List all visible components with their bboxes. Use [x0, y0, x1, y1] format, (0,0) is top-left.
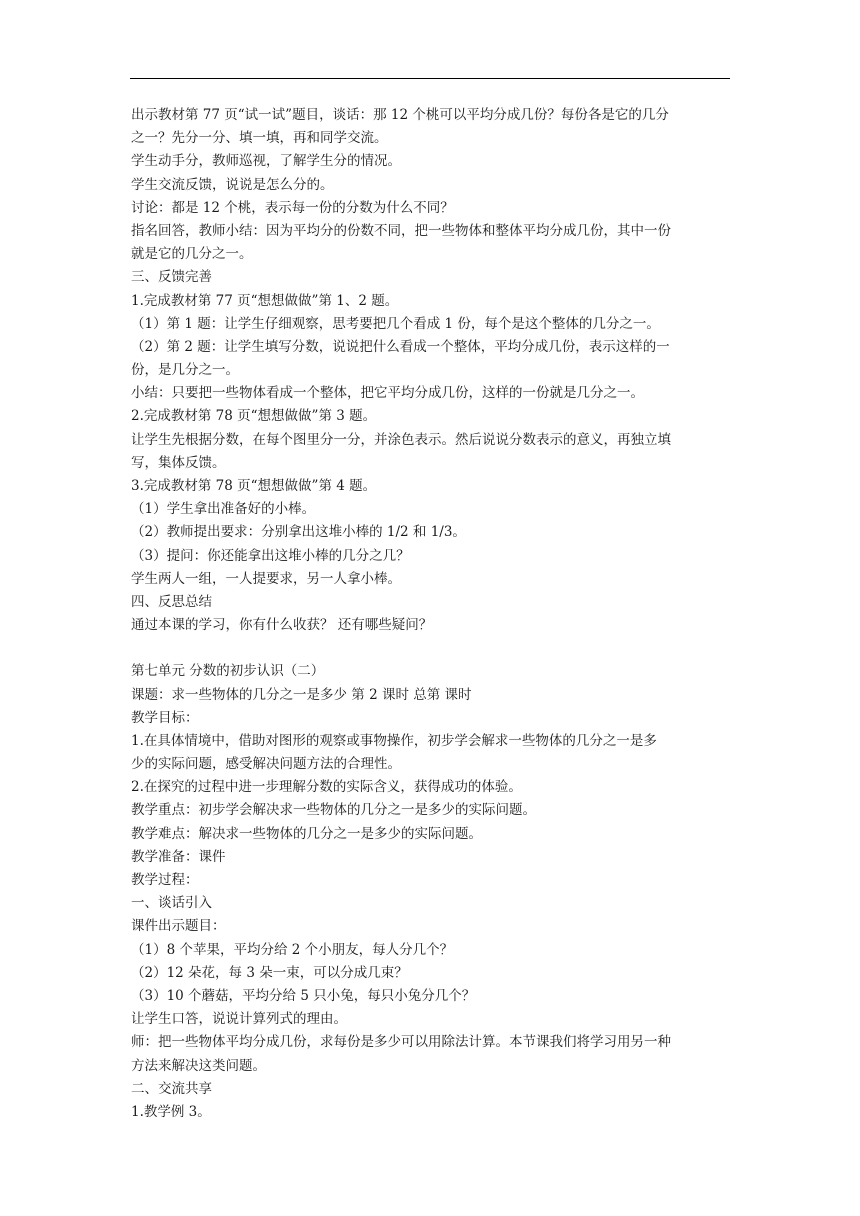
text-line: （3）提问：你还能拿出这堆小棒的几分之几？ [131, 547, 410, 564]
text-line: 2.在探究的过程中进一步理解分数的实际含义，获得成功的体验。 [131, 779, 522, 796]
text-line: （1）学生拿出准备好的小棒。 [131, 501, 316, 518]
text-line: 师：把一些物体平均分成几份，求每份是多少可以用除法计算。本节课我们将学习用另一种 [131, 1034, 671, 1051]
text-line: 之一？先分一分、填一填，再和同学交流。 [131, 130, 388, 147]
text-line: 让学生口答，说说计算列式的理由。 [131, 1011, 347, 1028]
text-line: 少的实际问题，感受解决问题方法的合理性。 [131, 756, 401, 773]
text-line: 2.完成教材第 78 页“想想做做”第 3 题。 [131, 408, 377, 425]
text-line: 指名回答，教师小结：因为平均分的份数不同，把一些物体和整体平均分成几份，其中一份 [131, 222, 671, 239]
section-heading: 教学目标： [131, 709, 199, 726]
lesson-title: 课题：求一些物体的几分之一是多少 第 2 课时 总第 课时 [131, 686, 472, 703]
text-line: 教学准备：课件 [131, 848, 226, 865]
unit-title: 第七单元 分数的初步认识（二） [131, 663, 325, 680]
section-heading: 四、反思总结 [131, 593, 212, 610]
text-line: （1）第 1 题：让学生仔细观察，思考要把几个看成 1 份，每个是这个整体的几分之一。 [131, 315, 660, 332]
section-heading: 教学过程： [131, 872, 199, 888]
text-line: （2）教师提出要求：分别拿出这堆小棒的 1/2 和 1/3。 [131, 524, 466, 541]
text-line: 出示教材第 77 页“试一试”题目，谈话：那 12 个桃可以平均分成几份？每份各是它的几分 [131, 107, 669, 123]
paragraph-gap [131, 637, 731, 660]
text-line: （2）12 朵花，每 3 朵一束，可以分成几束？ [131, 964, 408, 981]
text-line: 教学难点：解决求一些物体的几分之一是多少的实际问题。 [131, 825, 482, 842]
text-line: 3.完成教材第 78 页“想想做做”第 4 题。 [131, 478, 377, 494]
text-line: 1.在具体情境中，借助对图形的观察或事物操作，初步学会解求一些物体的几分之一是多 [131, 732, 657, 749]
section-heading: 一、谈话引入 [131, 895, 212, 912]
text-line: 写，集体反馈。 [131, 454, 226, 471]
text-line: 份，是几分之一。 [131, 362, 239, 379]
section-heading: 二、交流共享 [131, 1080, 212, 1097]
text-line: 就是它的几分之一。 [131, 246, 253, 263]
text-line: 1.完成教材第 77 页“想想做做”第 1、2 题。 [131, 292, 399, 309]
text-line: （2）第 2 题：让学生填写分数，说说把什么看成一个整体，平均分成几份，表示这样的一 [131, 338, 670, 355]
text-line: 学生交流反馈，说说是怎么分的。 [131, 176, 334, 193]
section-heading: 三、反馈完善 [131, 269, 212, 286]
text-line: 学生两人一组，一人提要求，另一人拿小棒。 [131, 570, 401, 587]
header-rule [130, 78, 730, 79]
text-line: 通过本课的学习，你有什么收获？ 还有哪些疑问？ [131, 617, 433, 634]
text-line: （3）10 个蘑菇，平均分给 5 只小兔，每只小兔分几个？ [131, 987, 476, 1004]
text-line: （1）8 个苹果，平均分给 2 个小朋友，每人分几个？ [131, 941, 454, 958]
text-line: 让学生先根据分数，在每个图里分一分，并涂色表示。然后说说分数表示的意义，再独立填 [131, 431, 671, 448]
text-line: 1.教学例 3。 [131, 1103, 211, 1120]
text-line: 学生动手分，教师巡视，了解学生分的情况。 [131, 153, 401, 170]
text-line: 小结：只要把一些物体看成一个整体，把它平均分成几份，这样的一份就是几分之一。 [131, 385, 644, 402]
text-line: 讨论：都是 12 个桃，表示每一份的分数为什么不同？ [131, 199, 454, 216]
text-line: 教学重点：初步学会解决求一些物体的几分之一是多少的实际问题。 [131, 802, 536, 819]
document-body [131, 104, 731, 1124]
text-line: 方法来解决这类问题。 [131, 1057, 266, 1074]
text-line: 课件出示题目： [131, 918, 226, 935]
